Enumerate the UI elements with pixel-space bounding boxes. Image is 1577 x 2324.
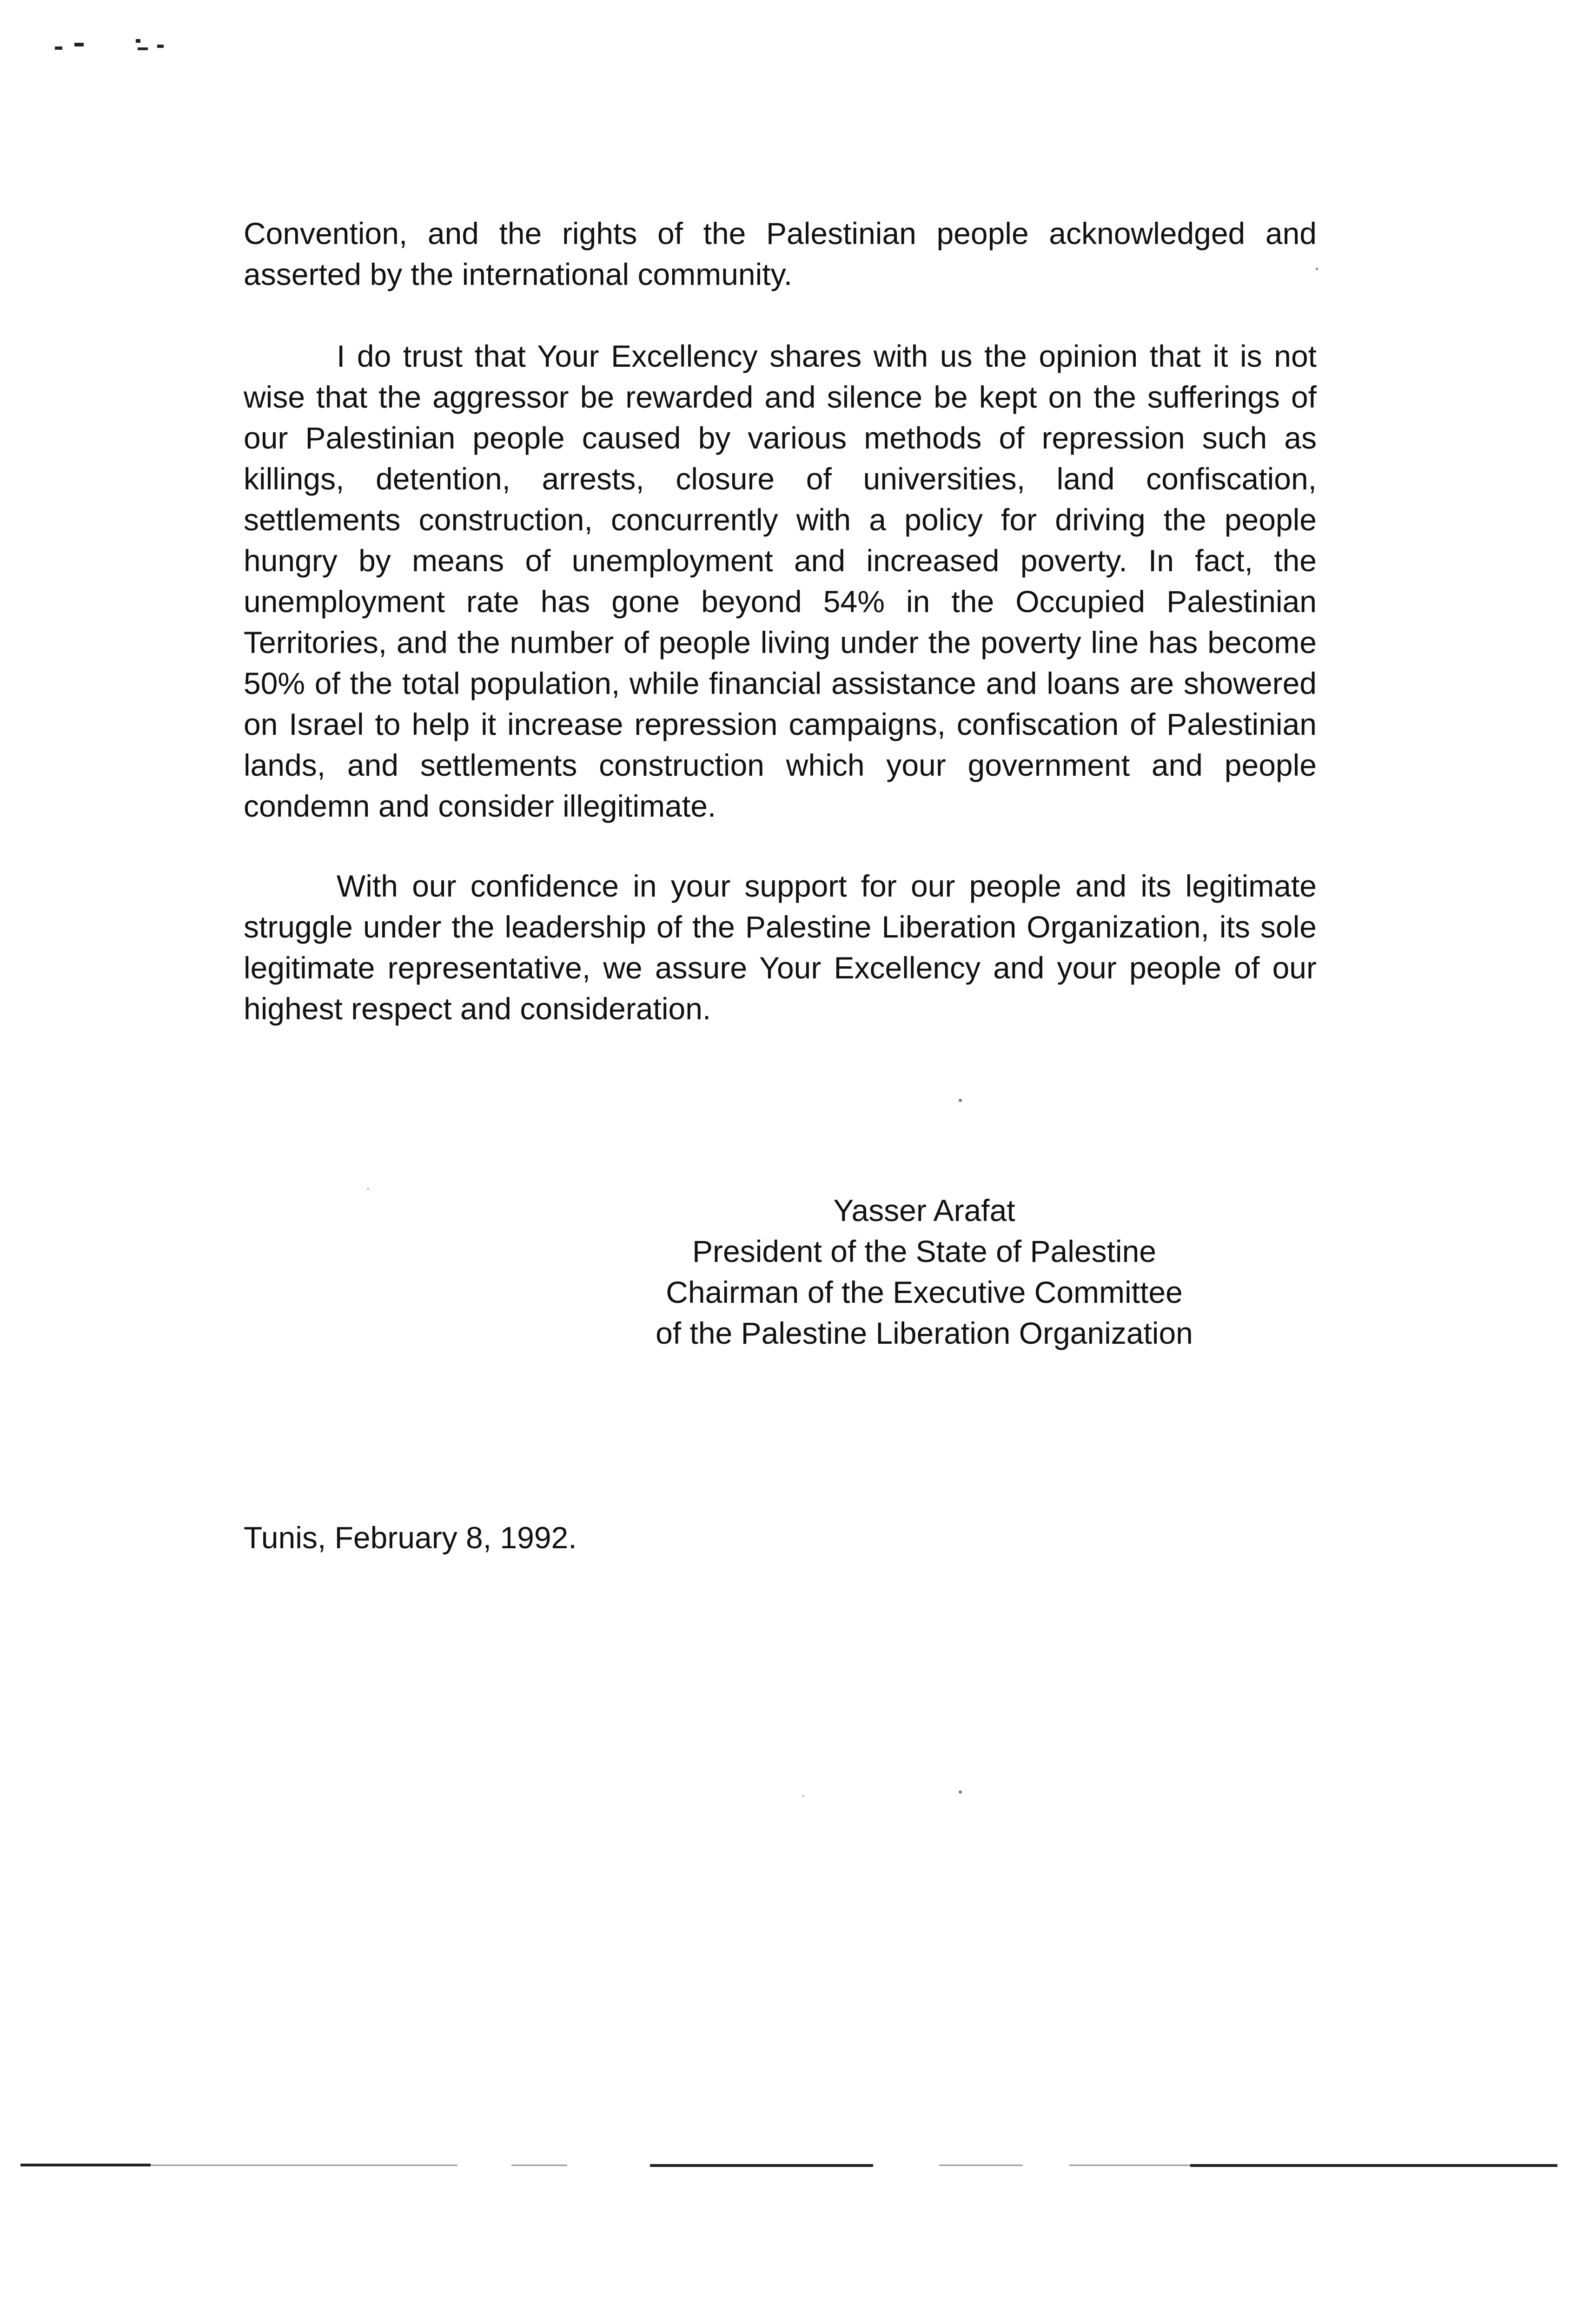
scan-speck: [959, 1790, 962, 1794]
signatory-title-3: of the Palestine Liberation Organization: [656, 1316, 1193, 1350]
paragraph-2: I do trust that Your Excellency shares with us the opinion that it is not wise that the aggressor be rewarded and silence be kept on the sufferings of our Palestinian people caused by various methods of repression such as killings, detention, arrests, closure of universities, land confiscation, settlements construction, concurrently with a policy for driving the people hungry by means of unemployment and increased poverty. In fact, the unemployment rate has gone beyond 54% in the Occupied Palestinian Territories, and the number of people living under the poverty line has become 50% of the total population, while financial assistance and loans are showered on Israel to help it increase repression campaigns, confiscation of Palestinian lands, and settlements construction which your government and people condemn and consider illegitimate.: [244, 339, 1317, 823]
page-rule: [939, 2165, 1023, 2166]
scan-speck: [802, 1795, 804, 1796]
signatory-name: Yasser Arafat: [833, 1193, 1015, 1228]
paragraph-3: With our confidence in your support for our people and its legitimate struggle under the leadership of the Palestine Liberation Organization, its sole legitimate representative, we assure Your Excellency and your people of our highest respect and consideration.: [244, 869, 1317, 1026]
scan-mark: [136, 39, 140, 43]
paragraph-1: Convention, and the rights of the Palestinian people acknowledged and asserted by the international community.: [244, 216, 1317, 291]
signatory-title-1: President of the State of Palestine: [692, 1234, 1156, 1268]
page-rule: [511, 2165, 567, 2166]
dateline: Tunis, February 8, 1992.: [244, 1520, 577, 1555]
scan-mark: [157, 45, 164, 48]
page-rule: [650, 2164, 873, 2167]
page-rule: [20, 2164, 151, 2166]
scan-speck: [1316, 268, 1318, 270]
scan-mark: [138, 47, 148, 50]
page-rule: [1069, 2165, 1190, 2166]
page-rule: [151, 2165, 457, 2166]
signatory-title-2: Chairman of the Executive Committee: [666, 1275, 1183, 1309]
scan-speck: [367, 1188, 369, 1189]
scan-speck: [959, 1099, 962, 1102]
scan-mark: [55, 46, 62, 50]
page-rule: [1190, 2164, 1557, 2167]
scan-mark: [74, 43, 84, 46]
signature-block: [622, 1190, 1226, 1353]
